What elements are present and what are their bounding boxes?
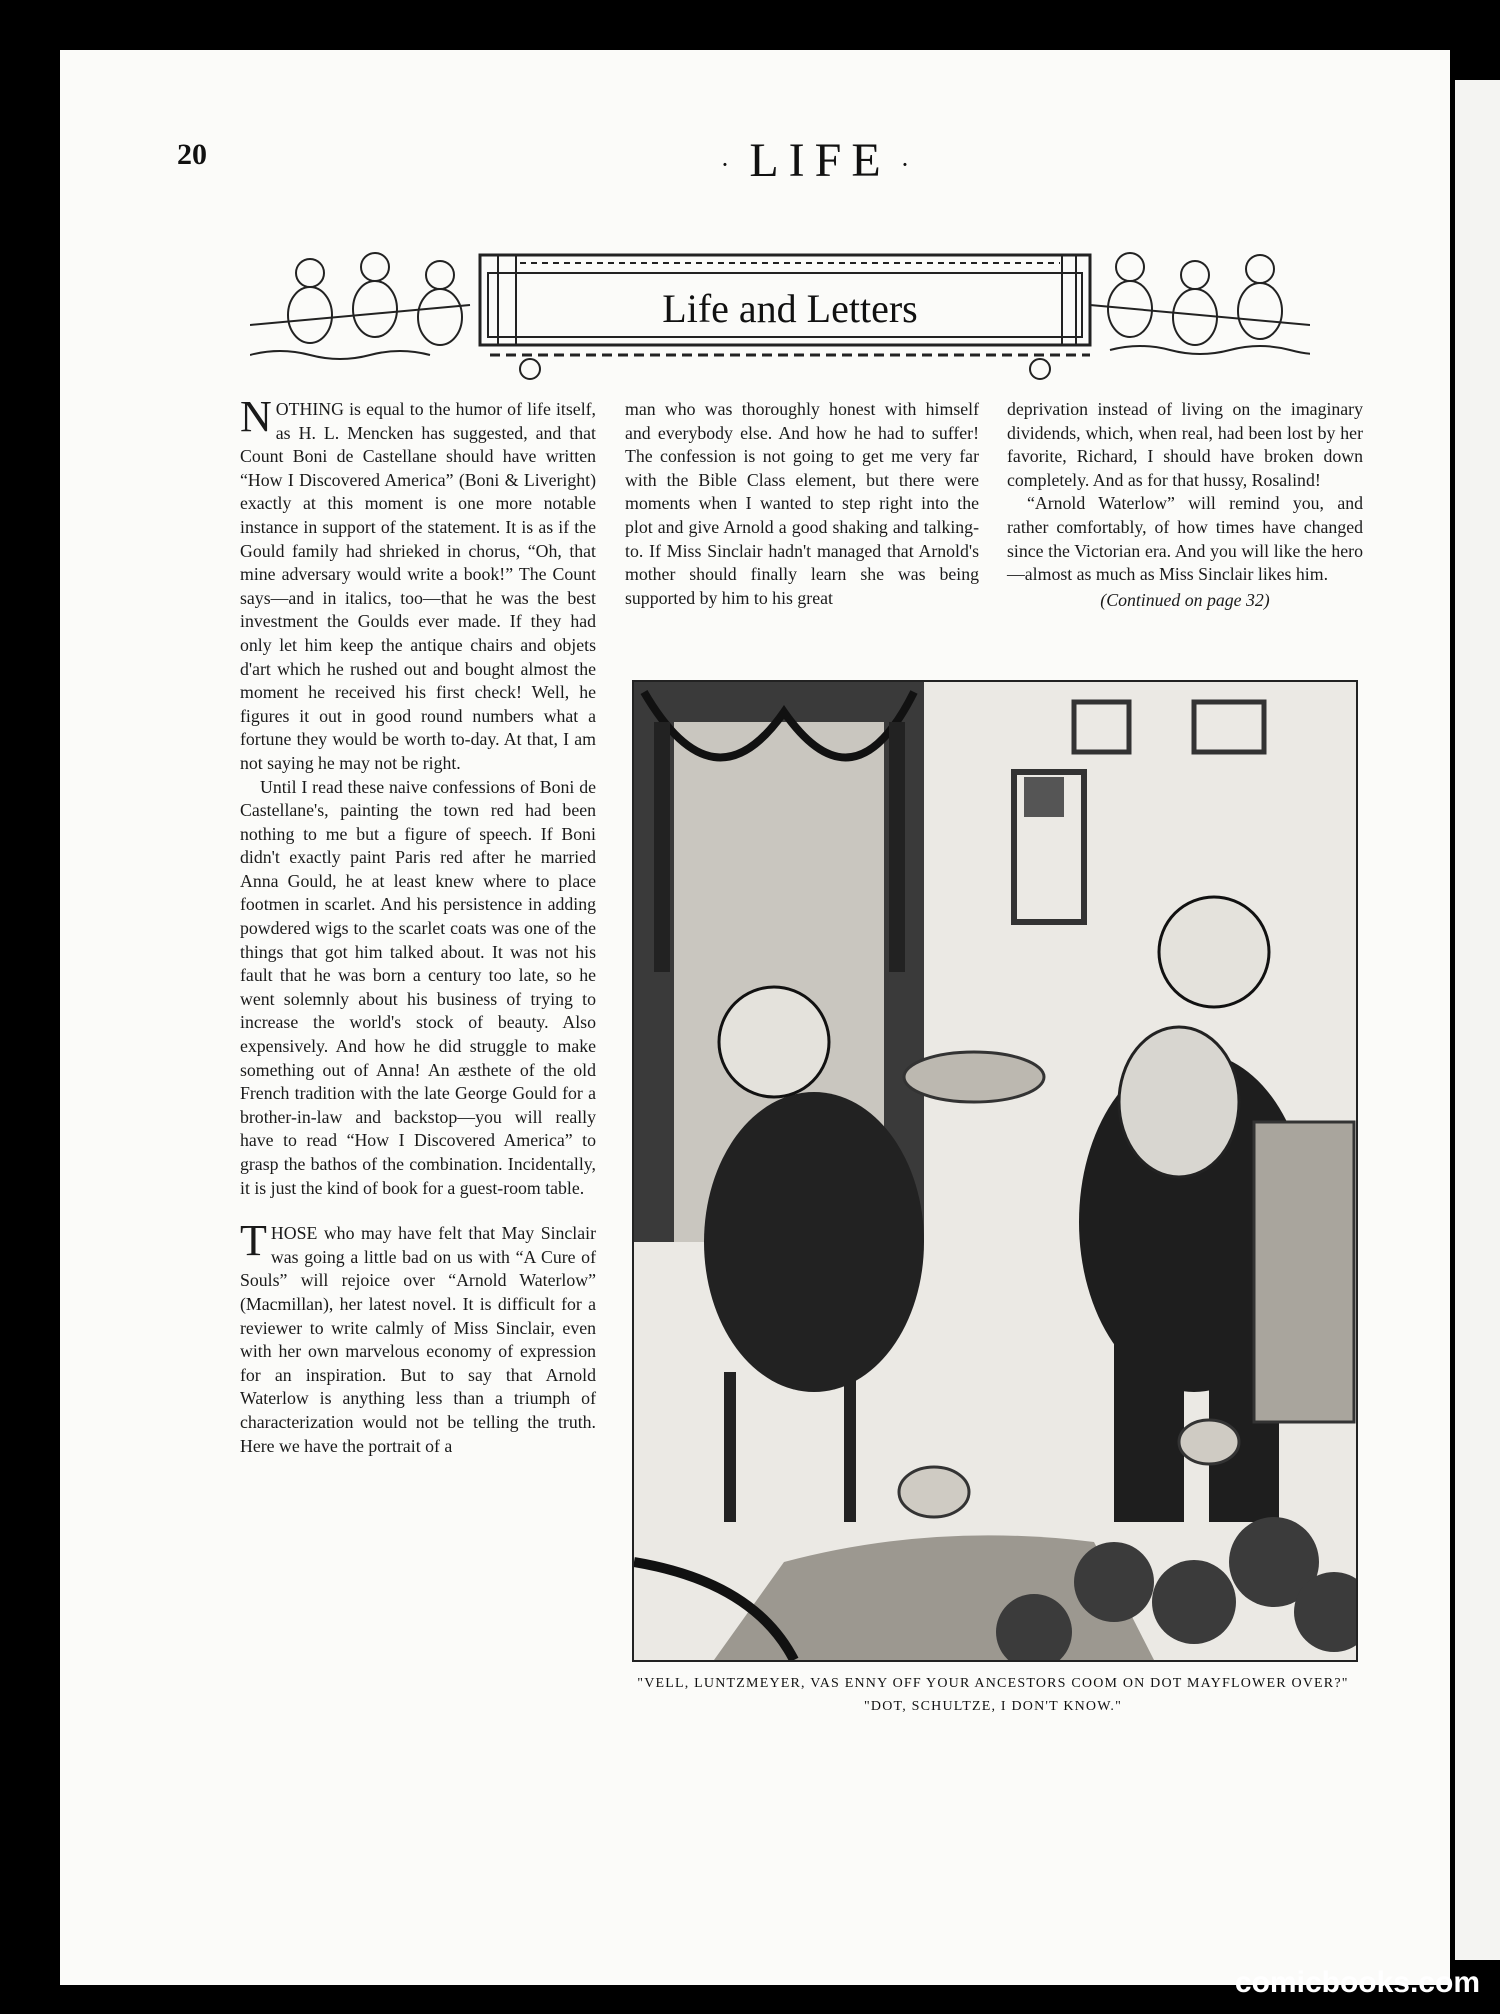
cartoon-drawing — [634, 682, 1356, 1660]
article-paragraph — [240, 1216, 596, 1458]
masthead-dot-right: · — [900, 149, 920, 179]
section-banner — [250, 245, 1310, 385]
masthead-dot-left: · — [720, 149, 740, 179]
banner-title: Life and Letters — [662, 286, 918, 331]
article-column-1 — [240, 392, 596, 1458]
article-column-2 — [625, 398, 979, 610]
article-paragraph: Until I read these naive confessions of Boni de Castellane's, painting the town red had been nothing to me but a figure of speech. If Boni didn't exactly paint Paris red after he married Anna Gould, he at least knew where to place footmen in scarlet. And his persistence in adding powdered wigs to the scarlet coats was one of the things that got him talked about. It was not his fault that he was born a century too late, so he went solemnly about his business of trying to increase the world's stock of beauty. Also expensively. And how he did struggle to make something out of Anna! An æsthete of the old French tradition with the late George Gould for a brother-in-law and backstop—you will really have to read “How I Discovered America” to grasp the bathos of the combination. Incidentally, it is just the kind of book for a guest-room table. — [240, 776, 596, 1198]
magazine-masthead — [660, 133, 980, 188]
article-column-3 — [1007, 398, 1363, 612]
cartoon-caption — [632, 1672, 1354, 1718]
cartoon-illustration — [632, 680, 1358, 1662]
caption-line-2: "DOT, SCHULTZE, I DON'T KNOW." — [863, 1699, 1122, 1714]
drop-cap: N — [240, 392, 272, 441]
facing-page-edge — [1455, 80, 1500, 1960]
article-paragraph — [240, 392, 596, 776]
paragraph-text: OTHING is equal to the humor of life itself, as H. L. Mencken has suggested, and that Count Boni de Castellane should have written “How I Discovered America” (Boni & Liveright) exactly at this moment is one more notable instance in support of the statement. It is as if the Gould family had shrieked in chorus, “Oh, that mine adversary would write a book!” The Count says—and in italics, too—that he was the best investment the Goulds ever made. If they had only let him keep the antique chairs and objets d'art which he rushed out and bought almost the moment he received his first check! Well, he figures it out in good round numbers what a fortune they would be worth to-day. At that, I am not saying he may not be right. — [240, 399, 596, 773]
masthead-title: LIFE — [749, 134, 891, 187]
article-paragraph: “Arnold Waterlow” will remind you, and rather comfortably, of how times have changed since the Victorian era. And you will like the hero—almost as much as Miss Sinclair likes him. — [1007, 493, 1363, 585]
drop-cap: T — [240, 1216, 267, 1266]
caption-line-1: "VELL, LUNTZMEYER, VAS ENNY OFF YOUR ANCESTORS COOM ON DOT MAYFLOWER OVER?" — [637, 1676, 1349, 1691]
article-paragraph: man who was thoroughly honest with himself and everybody else. And how he had to suffer! The confession is not going to get me very far with the Bible Class element, but there were moments when I wanted to step right into the plot and give Arnold a good shaking and talking-to. If Miss Sinclair hadn't managed that Arnold's mother should finally learn she was being supported by him to his great — [625, 399, 979, 608]
continued-note: (Continued on page 32) — [1100, 589, 1270, 610]
article-paragraph: deprivation instead of living on the imaginary dividends, which, when real, had been lost by her favorite, Richard, I should have broken down completely. And as for that hussy, Rosalind! — [1007, 399, 1363, 490]
site-watermark: comicbooks.com — [1234, 1966, 1480, 1999]
paragraph-text: HOSE who may have felt that May Sinclair was going a little bad on us with “A Cure of Souls” will rejoice over “Arnold Waterlow” (Macmillan), her latest novel. It is difficult for a reviewer to write calmly of Miss Sinclair, even with her own marvelous economy of expression for an inspiration. But to say that Arnold Waterlow is anything less than a triumph of characterization would not be telling the truth. Here we have the portrait of a — [240, 1223, 596, 1456]
page-number: 20 — [177, 138, 207, 171]
